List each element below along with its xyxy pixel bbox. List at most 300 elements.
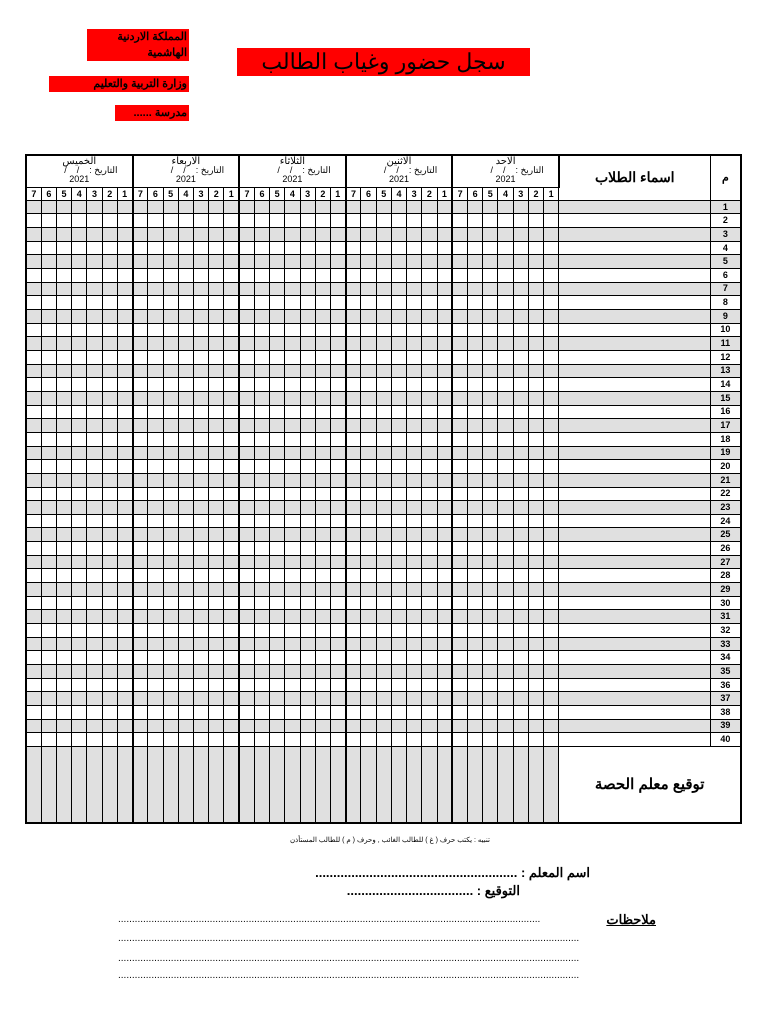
attendance-cell[interactable] <box>285 596 300 610</box>
attendance-cell[interactable] <box>193 555 208 569</box>
attendance-cell[interactable] <box>224 337 239 351</box>
attendance-cell[interactable] <box>467 542 482 556</box>
attendance-cell[interactable] <box>315 651 330 665</box>
attendance-cell[interactable] <box>407 460 422 474</box>
attendance-cell[interactable] <box>346 501 361 515</box>
attendance-cell[interactable] <box>513 309 528 323</box>
attendance-cell[interactable] <box>87 733 102 747</box>
attendance-cell[interactable] <box>148 323 163 337</box>
attendance-cell[interactable] <box>544 337 559 351</box>
attendance-cell[interactable] <box>391 733 406 747</box>
attendance-cell[interactable] <box>498 651 513 665</box>
attendance-cell[interactable] <box>513 637 528 651</box>
attendance-cell[interactable] <box>239 282 254 296</box>
attendance-cell[interactable] <box>254 719 269 733</box>
attendance-cell[interactable] <box>72 228 87 242</box>
attendance-cell[interactable] <box>361 473 376 487</box>
attendance-cell[interactable] <box>270 706 285 720</box>
attendance-cell[interactable] <box>315 282 330 296</box>
attendance-cell[interactable] <box>209 350 224 364</box>
attendance-cell[interactable] <box>300 323 315 337</box>
attendance-cell[interactable] <box>72 337 87 351</box>
attendance-cell[interactable] <box>452 446 467 460</box>
attendance-cell[interactable] <box>452 514 467 528</box>
attendance-cell[interactable] <box>391 432 406 446</box>
attendance-cell[interactable] <box>391 487 406 501</box>
attendance-cell[interactable] <box>422 460 437 474</box>
attendance-cell[interactable] <box>26 501 41 515</box>
attendance-cell[interactable] <box>346 337 361 351</box>
attendance-cell[interactable] <box>239 487 254 501</box>
attendance-cell[interactable] <box>209 337 224 351</box>
attendance-cell[interactable] <box>87 569 102 583</box>
attendance-cell[interactable] <box>498 405 513 419</box>
attendance-cell[interactable] <box>102 733 117 747</box>
attendance-cell[interactable] <box>254 528 269 542</box>
attendance-cell[interactable] <box>102 282 117 296</box>
attendance-cell[interactable] <box>254 200 269 214</box>
attendance-cell[interactable] <box>193 596 208 610</box>
attendance-cell[interactable] <box>483 555 498 569</box>
attendance-cell[interactable] <box>41 473 56 487</box>
attendance-cell[interactable] <box>193 228 208 242</box>
attendance-cell[interactable] <box>87 487 102 501</box>
attendance-cell[interactable] <box>452 296 467 310</box>
attendance-cell[interactable] <box>544 282 559 296</box>
attendance-cell[interactable] <box>87 200 102 214</box>
attendance-cell[interactable] <box>391 610 406 624</box>
attendance-cell[interactable] <box>26 651 41 665</box>
attendance-cell[interactable] <box>148 501 163 515</box>
attendance-cell[interactable] <box>224 487 239 501</box>
attendance-cell[interactable] <box>148 473 163 487</box>
attendance-cell[interactable] <box>224 269 239 283</box>
attendance-cell[interactable] <box>437 255 452 269</box>
attendance-cell[interactable] <box>498 214 513 228</box>
attendance-cell[interactable] <box>346 733 361 747</box>
attendance-cell[interactable] <box>87 432 102 446</box>
attendance-cell[interactable] <box>544 692 559 706</box>
attendance-cell[interactable] <box>26 706 41 720</box>
attendance-cell[interactable] <box>209 473 224 487</box>
attendance-cell[interactable] <box>391 460 406 474</box>
attendance-cell[interactable] <box>102 241 117 255</box>
attendance-cell[interactable] <box>452 610 467 624</box>
attendance-cell[interactable] <box>467 350 482 364</box>
attendance-cell[interactable] <box>452 569 467 583</box>
attendance-cell[interactable] <box>133 596 148 610</box>
attendance-cell[interactable] <box>224 309 239 323</box>
attendance-cell[interactable] <box>239 323 254 337</box>
attendance-cell[interactable] <box>528 473 543 487</box>
attendance-cell[interactable] <box>330 651 345 665</box>
attendance-cell[interactable] <box>315 514 330 528</box>
attendance-cell[interactable] <box>513 405 528 419</box>
signature-cell[interactable] <box>346 746 361 823</box>
attendance-cell[interactable] <box>41 255 56 269</box>
student-name-cell[interactable] <box>559 610 710 624</box>
attendance-cell[interactable] <box>422 309 437 323</box>
attendance-cell[interactable] <box>178 460 193 474</box>
attendance-cell[interactable] <box>330 309 345 323</box>
attendance-cell[interactable] <box>72 542 87 556</box>
attendance-cell[interactable] <box>193 665 208 679</box>
attendance-cell[interactable] <box>437 555 452 569</box>
attendance-cell[interactable] <box>193 610 208 624</box>
attendance-cell[interactable] <box>483 419 498 433</box>
attendance-cell[interactable] <box>407 651 422 665</box>
attendance-cell[interactable] <box>376 651 391 665</box>
student-name-cell[interactable] <box>559 296 710 310</box>
attendance-cell[interactable] <box>346 228 361 242</box>
attendance-cell[interactable] <box>452 706 467 720</box>
attendance-cell[interactable] <box>254 405 269 419</box>
attendance-cell[interactable] <box>467 583 482 597</box>
attendance-cell[interactable] <box>41 514 56 528</box>
attendance-cell[interactable] <box>300 651 315 665</box>
attendance-cell[interactable] <box>224 610 239 624</box>
attendance-cell[interactable] <box>224 364 239 378</box>
attendance-cell[interactable] <box>544 350 559 364</box>
attendance-cell[interactable] <box>163 514 178 528</box>
attendance-cell[interactable] <box>437 269 452 283</box>
attendance-cell[interactable] <box>452 419 467 433</box>
attendance-cell[interactable] <box>422 419 437 433</box>
attendance-cell[interactable] <box>422 624 437 638</box>
attendance-cell[interactable] <box>41 391 56 405</box>
attendance-cell[interactable] <box>407 692 422 706</box>
attendance-cell[interactable] <box>270 296 285 310</box>
attendance-cell[interactable] <box>498 241 513 255</box>
attendance-cell[interactable] <box>407 269 422 283</box>
attendance-cell[interactable] <box>163 337 178 351</box>
attendance-cell[interactable] <box>133 569 148 583</box>
attendance-cell[interactable] <box>285 200 300 214</box>
attendance-cell[interactable] <box>270 528 285 542</box>
attendance-cell[interactable] <box>513 323 528 337</box>
attendance-cell[interactable] <box>513 678 528 692</box>
attendance-cell[interactable] <box>87 610 102 624</box>
attendance-cell[interactable] <box>224 555 239 569</box>
attendance-cell[interactable] <box>72 296 87 310</box>
attendance-cell[interactable] <box>148 514 163 528</box>
attendance-cell[interactable] <box>133 378 148 392</box>
attendance-cell[interactable] <box>315 610 330 624</box>
attendance-cell[interactable] <box>26 528 41 542</box>
attendance-cell[interactable] <box>376 501 391 515</box>
attendance-cell[interactable] <box>376 228 391 242</box>
student-name-cell[interactable] <box>559 514 710 528</box>
student-name-cell[interactable] <box>559 542 710 556</box>
attendance-cell[interactable] <box>239 651 254 665</box>
attendance-cell[interactable] <box>56 678 71 692</box>
attendance-cell[interactable] <box>87 419 102 433</box>
attendance-cell[interactable] <box>407 501 422 515</box>
attendance-cell[interactable] <box>467 309 482 323</box>
attendance-cell[interactable] <box>163 542 178 556</box>
student-name-cell[interactable] <box>559 309 710 323</box>
attendance-cell[interactable] <box>330 473 345 487</box>
attendance-cell[interactable] <box>407 337 422 351</box>
attendance-cell[interactable] <box>178 309 193 323</box>
attendance-cell[interactable] <box>72 460 87 474</box>
attendance-cell[interactable] <box>361 514 376 528</box>
attendance-cell[interactable] <box>391 296 406 310</box>
attendance-cell[interactable] <box>330 514 345 528</box>
attendance-cell[interactable] <box>346 323 361 337</box>
attendance-cell[interactable] <box>209 501 224 515</box>
attendance-cell[interactable] <box>361 309 376 323</box>
attendance-cell[interactable] <box>407 405 422 419</box>
attendance-cell[interactable] <box>437 350 452 364</box>
attendance-cell[interactable] <box>407 596 422 610</box>
attendance-cell[interactable] <box>133 419 148 433</box>
attendance-cell[interactable] <box>148 200 163 214</box>
attendance-cell[interactable] <box>87 473 102 487</box>
attendance-cell[interactable] <box>361 323 376 337</box>
attendance-cell[interactable] <box>270 719 285 733</box>
attendance-cell[interactable] <box>26 364 41 378</box>
attendance-cell[interactable] <box>376 282 391 296</box>
attendance-cell[interactable] <box>224 596 239 610</box>
attendance-cell[interactable] <box>41 228 56 242</box>
attendance-cell[interactable] <box>41 309 56 323</box>
attendance-cell[interactable] <box>102 269 117 283</box>
attendance-cell[interactable] <box>452 487 467 501</box>
attendance-cell[interactable] <box>422 665 437 679</box>
student-name-cell[interactable] <box>559 624 710 638</box>
attendance-cell[interactable] <box>72 678 87 692</box>
attendance-cell[interactable] <box>330 596 345 610</box>
attendance-cell[interactable] <box>41 637 56 651</box>
attendance-cell[interactable] <box>391 678 406 692</box>
attendance-cell[interactable] <box>376 296 391 310</box>
attendance-cell[interactable] <box>376 542 391 556</box>
attendance-cell[interactable] <box>391 569 406 583</box>
attendance-cell[interactable] <box>224 296 239 310</box>
attendance-cell[interactable] <box>56 583 71 597</box>
attendance-cell[interactable] <box>193 282 208 296</box>
attendance-cell[interactable] <box>148 432 163 446</box>
attendance-cell[interactable] <box>193 637 208 651</box>
attendance-cell[interactable] <box>467 405 482 419</box>
attendance-cell[interactable] <box>72 350 87 364</box>
attendance-cell[interactable] <box>467 487 482 501</box>
attendance-cell[interactable] <box>133 296 148 310</box>
attendance-cell[interactable] <box>239 692 254 706</box>
student-name-cell[interactable] <box>559 391 710 405</box>
attendance-cell[interactable] <box>437 692 452 706</box>
attendance-cell[interactable] <box>330 228 345 242</box>
attendance-cell[interactable] <box>56 692 71 706</box>
attendance-cell[interactable] <box>56 200 71 214</box>
attendance-cell[interactable] <box>133 432 148 446</box>
attendance-cell[interactable] <box>407 296 422 310</box>
attendance-cell[interactable] <box>528 419 543 433</box>
attendance-cell[interactable] <box>87 282 102 296</box>
attendance-cell[interactable] <box>270 733 285 747</box>
attendance-cell[interactable] <box>437 569 452 583</box>
attendance-cell[interactable] <box>102 528 117 542</box>
attendance-cell[interactable] <box>209 569 224 583</box>
attendance-cell[interactable] <box>239 514 254 528</box>
attendance-cell[interactable] <box>254 419 269 433</box>
attendance-cell[interactable] <box>315 214 330 228</box>
attendance-cell[interactable] <box>513 487 528 501</box>
attendance-cell[interactable] <box>300 473 315 487</box>
attendance-cell[interactable] <box>422 200 437 214</box>
attendance-cell[interactable] <box>209 378 224 392</box>
attendance-cell[interactable] <box>224 665 239 679</box>
attendance-cell[interactable] <box>452 473 467 487</box>
attendance-cell[interactable] <box>72 514 87 528</box>
attendance-cell[interactable] <box>528 405 543 419</box>
attendance-cell[interactable] <box>437 460 452 474</box>
attendance-cell[interactable] <box>330 364 345 378</box>
attendance-cell[interactable] <box>41 624 56 638</box>
attendance-cell[interactable] <box>193 473 208 487</box>
attendance-cell[interactable] <box>391 501 406 515</box>
attendance-cell[interactable] <box>133 337 148 351</box>
attendance-cell[interactable] <box>544 555 559 569</box>
attendance-cell[interactable] <box>437 637 452 651</box>
attendance-cell[interactable] <box>193 692 208 706</box>
attendance-cell[interactable] <box>117 309 132 323</box>
signature-cell[interactable] <box>315 746 330 823</box>
attendance-cell[interactable] <box>498 473 513 487</box>
attendance-cell[interactable] <box>315 542 330 556</box>
attendance-cell[interactable] <box>193 624 208 638</box>
student-name-cell[interactable] <box>559 323 710 337</box>
attendance-cell[interactable] <box>315 501 330 515</box>
attendance-cell[interactable] <box>26 255 41 269</box>
attendance-cell[interactable] <box>148 228 163 242</box>
attendance-cell[interactable] <box>361 214 376 228</box>
attendance-cell[interactable] <box>239 719 254 733</box>
attendance-cell[interactable] <box>346 378 361 392</box>
attendance-cell[interactable] <box>452 200 467 214</box>
attendance-cell[interactable] <box>437 583 452 597</box>
attendance-cell[interactable] <box>407 706 422 720</box>
attendance-cell[interactable] <box>102 323 117 337</box>
student-name-cell[interactable] <box>559 596 710 610</box>
attendance-cell[interactable] <box>376 692 391 706</box>
attendance-cell[interactable] <box>544 569 559 583</box>
attendance-cell[interactable] <box>87 678 102 692</box>
attendance-cell[interactable] <box>300 350 315 364</box>
signature-cell[interactable] <box>224 746 239 823</box>
attendance-cell[interactable] <box>72 419 87 433</box>
attendance-cell[interactable] <box>133 282 148 296</box>
attendance-cell[interactable] <box>102 391 117 405</box>
attendance-cell[interactable] <box>330 255 345 269</box>
attendance-cell[interactable] <box>163 432 178 446</box>
attendance-cell[interactable] <box>209 678 224 692</box>
attendance-cell[interactable] <box>178 624 193 638</box>
attendance-cell[interactable] <box>270 214 285 228</box>
attendance-cell[interactable] <box>300 610 315 624</box>
student-name-cell[interactable] <box>559 255 710 269</box>
attendance-cell[interactable] <box>117 637 132 651</box>
attendance-cell[interactable] <box>483 473 498 487</box>
attendance-cell[interactable] <box>285 583 300 597</box>
attendance-cell[interactable] <box>148 637 163 651</box>
attendance-cell[interactable] <box>544 269 559 283</box>
attendance-cell[interactable] <box>117 241 132 255</box>
attendance-cell[interactable] <box>239 241 254 255</box>
attendance-cell[interactable] <box>513 706 528 720</box>
attendance-cell[interactable] <box>133 583 148 597</box>
attendance-cell[interactable] <box>391 405 406 419</box>
attendance-cell[interactable] <box>361 282 376 296</box>
attendance-cell[interactable] <box>148 583 163 597</box>
attendance-cell[interactable] <box>224 514 239 528</box>
attendance-cell[interactable] <box>330 528 345 542</box>
attendance-cell[interactable] <box>26 214 41 228</box>
attendance-cell[interactable] <box>437 542 452 556</box>
attendance-cell[interactable] <box>163 624 178 638</box>
attendance-cell[interactable] <box>422 555 437 569</box>
attendance-cell[interactable] <box>483 364 498 378</box>
attendance-cell[interactable] <box>87 692 102 706</box>
attendance-cell[interactable] <box>117 569 132 583</box>
attendance-cell[interactable] <box>239 569 254 583</box>
attendance-cell[interactable] <box>178 610 193 624</box>
attendance-cell[interactable] <box>346 391 361 405</box>
attendance-cell[interactable] <box>26 719 41 733</box>
attendance-cell[interactable] <box>133 706 148 720</box>
attendance-cell[interactable] <box>498 282 513 296</box>
attendance-cell[interactable] <box>209 255 224 269</box>
attendance-cell[interactable] <box>391 596 406 610</box>
attendance-cell[interactable] <box>270 323 285 337</box>
attendance-cell[interactable] <box>513 378 528 392</box>
attendance-cell[interactable] <box>513 432 528 446</box>
attendance-cell[interactable] <box>117 460 132 474</box>
attendance-cell[interactable] <box>209 364 224 378</box>
attendance-cell[interactable] <box>148 542 163 556</box>
attendance-cell[interactable] <box>163 323 178 337</box>
attendance-cell[interactable] <box>483 282 498 296</box>
attendance-cell[interactable] <box>437 651 452 665</box>
attendance-cell[interactable] <box>254 378 269 392</box>
attendance-cell[interactable] <box>330 706 345 720</box>
attendance-cell[interactable] <box>544 542 559 556</box>
attendance-cell[interactable] <box>528 651 543 665</box>
attendance-cell[interactable] <box>148 446 163 460</box>
attendance-cell[interactable] <box>437 596 452 610</box>
attendance-cell[interactable] <box>437 514 452 528</box>
attendance-cell[interactable] <box>346 460 361 474</box>
attendance-cell[interactable] <box>346 665 361 679</box>
attendance-cell[interactable] <box>498 596 513 610</box>
attendance-cell[interactable] <box>224 692 239 706</box>
attendance-cell[interactable] <box>239 255 254 269</box>
attendance-cell[interactable] <box>133 473 148 487</box>
attendance-cell[interactable] <box>376 624 391 638</box>
attendance-cell[interactable] <box>452 665 467 679</box>
attendance-cell[interactable] <box>56 419 71 433</box>
attendance-cell[interactable] <box>467 501 482 515</box>
attendance-cell[interactable] <box>391 337 406 351</box>
attendance-cell[interactable] <box>483 432 498 446</box>
attendance-cell[interactable] <box>407 214 422 228</box>
attendance-cell[interactable] <box>26 419 41 433</box>
student-name-cell[interactable] <box>559 665 710 679</box>
attendance-cell[interactable] <box>254 460 269 474</box>
attendance-cell[interactable] <box>163 405 178 419</box>
attendance-cell[interactable] <box>102 446 117 460</box>
